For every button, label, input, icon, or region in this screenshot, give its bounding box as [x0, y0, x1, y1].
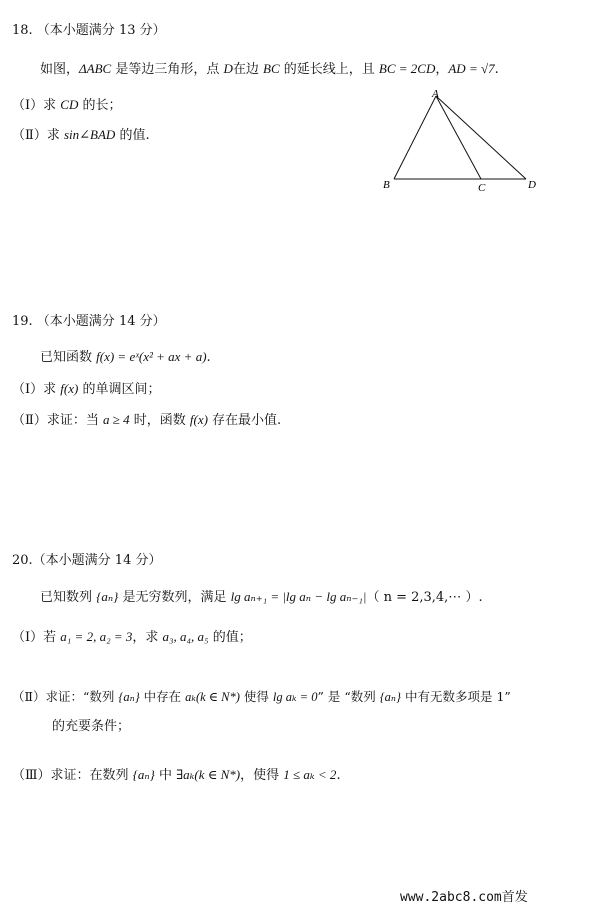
q20-sequence: {aₙ} — [96, 589, 119, 604]
q20-part3 — [12, 766, 341, 785]
q20-header: 20.（本小题满分 14 分） — [12, 553, 162, 568]
footer-watermark: www.2abc8.com首发 — [400, 890, 528, 905]
q19-part2-cond: a ≥ 4 — [102, 412, 130, 427]
q20-part3-mid: 中 — [154, 768, 177, 783]
q19-function: f(x) = eˣ(x² + ax + a) — [96, 349, 207, 364]
label-b: B — [383, 179, 390, 191]
q20-part2-seq: {aₙ} — [118, 690, 140, 704]
q20-part2-ak: aₖ(k ∈ N*) — [185, 690, 240, 704]
q19-part1-prefix: （Ⅰ）求 — [12, 382, 61, 397]
q18-eq-bc: BC = 2CD — [378, 61, 436, 76]
q19-stem-pre: 已知函数 — [40, 350, 97, 365]
q20-part2-line2: 的充要条件； — [52, 719, 131, 734]
q18-part2-expr: sin∠BAD — [63, 127, 116, 142]
q20-part2-prefix: （Ⅱ）求证：“数列 — [12, 689, 119, 704]
q18-header: 18. （本小题满分 13 分） — [12, 23, 166, 38]
q19-part2-prefix: （Ⅱ）求证：当 — [12, 413, 103, 428]
q20-part2-mid3: ” 是 “数列 — [317, 689, 380, 704]
q18-part2-prefix: （Ⅱ）求 — [12, 128, 64, 143]
q19-stem-end: . — [206, 350, 211, 365]
q20-part2-seq2: {aₙ} — [379, 690, 402, 704]
q20-stem-cond: （ n = 2,3,4,⋯ ）. — [366, 590, 483, 605]
q18-point-d: D — [223, 61, 233, 76]
q19-header: 19. （本小题满分 14 分） — [12, 314, 166, 329]
q19-part1-suffix: 的单调区间； — [78, 382, 161, 397]
q20-part1-suffix: 的值； — [208, 630, 252, 645]
q18-part2-suffix: 的值. — [115, 128, 150, 143]
segment-ab — [394, 96, 436, 179]
q20-part3-prefix: （Ⅲ）求证：在数列 — [12, 768, 133, 783]
q20-part1-mid: ，求 — [132, 630, 163, 645]
q18-triangle: ΔABC — [79, 61, 112, 76]
q20-part1 — [12, 628, 252, 647]
q18-stem-mid3: 的延长线上，且 — [279, 62, 379, 77]
q19-stem — [40, 348, 211, 367]
label-a: A — [432, 88, 439, 100]
q20-part2-mid: 中存在 — [139, 689, 186, 704]
q19-part2 — [12, 411, 281, 430]
triangle-figure — [380, 88, 545, 198]
q18-stem-mid2: 在边 — [232, 62, 263, 77]
q20-part3-exists: ∃aₖ(k ∈ N*) — [176, 767, 241, 782]
q19-part2-suffix: 存在最小值. — [207, 413, 282, 428]
q18-stem-end: . — [494, 62, 499, 77]
q20-stem-mid: 是无穷数列，满足 — [118, 590, 231, 605]
label-d: D — [528, 179, 536, 191]
q20-part3-end: . — [336, 768, 341, 783]
q18-eq-ad: AD = √7 — [448, 61, 495, 76]
q19-part2-expr: f(x) — [189, 412, 208, 427]
q18-comma: ， — [435, 62, 449, 77]
q18-part1-suffix: 的长； — [78, 98, 122, 113]
q18-part2 — [12, 126, 150, 145]
q20-stem — [40, 588, 483, 607]
q20-part3-mid2: ，使得 — [240, 768, 284, 783]
q18-part1-prefix: （Ⅰ）求 — [12, 98, 61, 113]
q20-part2-end: 中有无数多项是 1” — [401, 689, 511, 704]
q20-part2-eq: lg aₖ = 0 — [272, 690, 318, 704]
q20-recurrence: lg aₙ₊₁ = |lg aₙ − lg aₙ₋₁| — [230, 589, 367, 604]
label-c: C — [478, 182, 486, 194]
q18-stem — [40, 60, 499, 79]
q19-part1-expr: f(x) — [60, 381, 79, 396]
q19-part2-mid: 时，函数 — [129, 413, 190, 428]
q18-stem-pre: 如图， — [40, 62, 80, 77]
q18-part1-var: CD — [60, 97, 79, 112]
segment-ad — [436, 96, 526, 179]
q18-stem-mid: 是等边三角形，点 — [111, 62, 224, 77]
q18-side-bc: BC — [263, 61, 280, 76]
q20-part3-ineq: 1 ≤ aₖ < 2 — [283, 767, 337, 782]
q20-stem-pre: 已知数列 — [40, 590, 97, 605]
q19-part1 — [12, 380, 160, 399]
q20-part1-targets: a₃, a₄, a₅ — [162, 629, 209, 644]
q20-part1-given: a₁ = 2, a₂ = 3 — [60, 629, 133, 644]
q20-part2-mid2: 使得 — [239, 689, 273, 704]
q20-part1-prefix: （Ⅰ）若 — [12, 630, 61, 645]
q20-part2 — [12, 688, 511, 706]
q18-part1 — [12, 96, 121, 115]
q20-part3-seq: {aₙ} — [132, 767, 155, 782]
segment-ac — [436, 96, 481, 179]
